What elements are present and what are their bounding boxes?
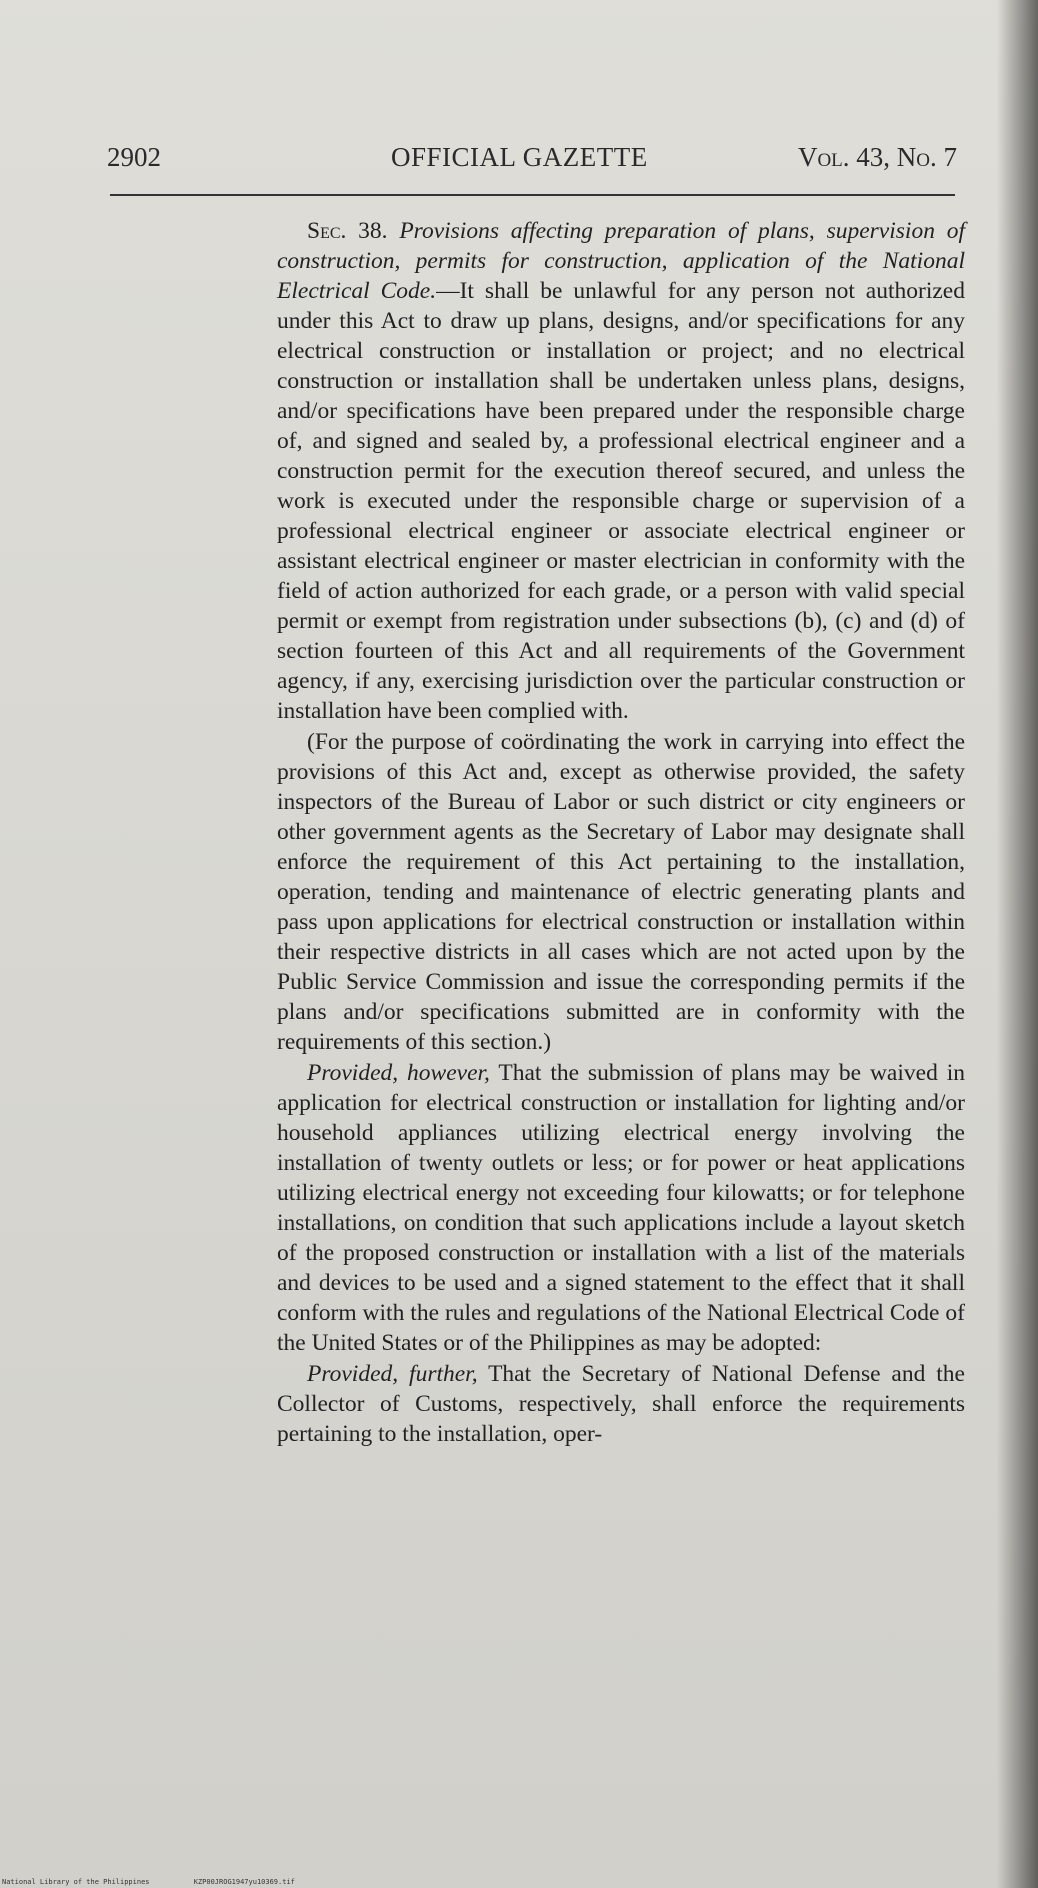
section-paragraph [277, 216, 965, 726]
volume-number: Vol. 43, No. 7 [797, 142, 957, 172]
scan-footer [2, 1878, 335, 1886]
proviso-text: That the submission of plans may be waived in application for electrical construction or installation for lighting and/or household appliances utilizing electrical energy involving the installation of twenty outlets or less; or for power or heat applications utilizing electrical energy not exceeding four kilowatts; or for telephone installations, on condition that such applications include a layout sketch of the proposed construction or installation with a list of the materials and devices to be used and a signed statement to the effect that it shall conform with the rules and regulations of the National Electrical Code of the United States or of the Philippines as may be adopted: [277, 1060, 965, 1356]
section-text: —It shall be unlawful for any person not authorized under this Act to draw up plans, designs, and/or specifications for any electrical construction or installation or project; and no electrical construction or installation shall be undertaken unless plans, designs, and/or specifications have been prepared under the responsible charge of, and signed and sealed by, a professional electrical engineer and a construction permit for the execution thereof secured, and unless the work is executed under the responsible charge or supervision of a professional electrical engineer or associate electrical engineer or assistant electrical engineer or master electrician in conformity with the field of action authorized for each grade, or a person with valid special permit or exempt from registration under subsections (b), (c) and (d) of section fourteen of this Act and all requirements of the Government agency, if any, exercising jurisdiction over the particular construction or installation have been complied with. [277, 278, 965, 724]
header-rule [110, 194, 955, 196]
scan-file-name: KZP00JROG1947yu10369.tif [193, 1878, 295, 1886]
paragraph-proviso-further [277, 1359, 965, 1449]
library-credit: National Library of the Philippines [2, 1878, 150, 1886]
proviso-further-lead: Provided, further, [307, 1361, 478, 1387]
paragraph-proviso-however [277, 1058, 965, 1358]
proviso-further-text: That the Secretary of National Defense and the Collector of Customs, respectively, shall enforce the requirements pertaining to the installation, oper- [277, 1361, 965, 1447]
body-text [277, 216, 965, 1450]
section-heading: Provisions affecting preparation of plans, supervision of construction, permits for construction, application of the National Electrical Code. [277, 218, 965, 304]
publication-title: OFFICIAL GAZETTE [391, 142, 648, 172]
page-number: 2902 [107, 142, 161, 172]
proviso-lead: Provided, however, [307, 1060, 490, 1086]
section-label: Sec. 38. [307, 218, 388, 244]
page-header [107, 142, 957, 178]
paragraph-coordination: (For the purpose of coördinating the work in carrying into effect the provisions of this Act and, except as otherwise provided, the safety inspectors of the Bureau of Labor or such district or city engineers or other government agents as the Secretary of Labor may designate shall enforce the requirement of this Act pertaining to the installation, operation, tending and maintenance of electric generating plants and pass upon applications for electrical construction or installation within their respective districts in all cases which are not acted upon by the Public Service Commission and issue the corresponding permits if the plans and/or specifications submitted are in conformity with the requirements of this section.) [277, 729, 965, 1055]
